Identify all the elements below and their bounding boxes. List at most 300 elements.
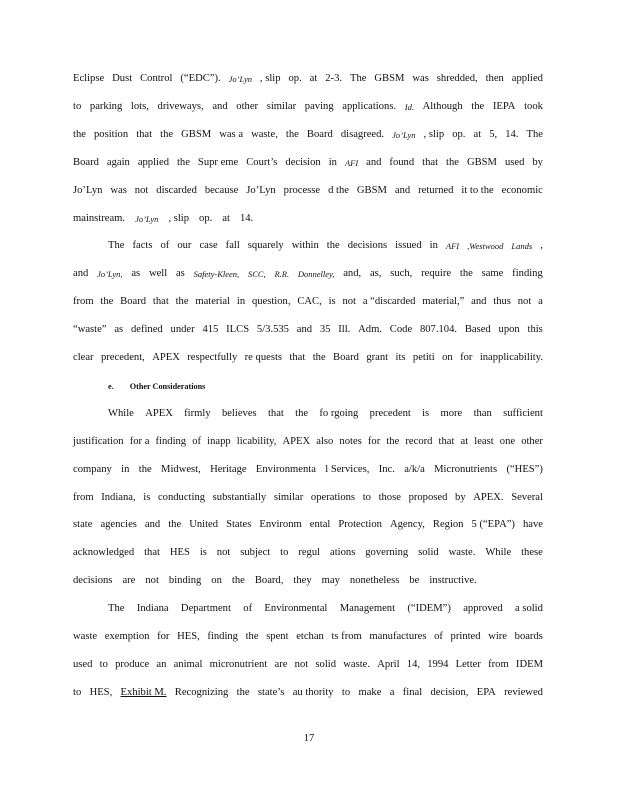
word: and,	[343, 268, 362, 279]
word: a/k/a	[404, 464, 425, 475]
word: under	[170, 324, 195, 335]
word: ations	[330, 547, 356, 558]
word: Indiana	[136, 603, 169, 614]
word: Supr eme	[197, 157, 239, 168]
word: for a	[129, 436, 150, 447]
word: the	[459, 268, 473, 279]
word: , slip	[423, 129, 445, 140]
word: its	[395, 352, 406, 363]
word: similar	[266, 101, 297, 112]
word: Several	[511, 492, 543, 503]
word: April	[377, 659, 400, 670]
word: is	[422, 408, 430, 419]
word: defined	[130, 324, 163, 335]
word: one	[499, 436, 516, 447]
word: (“HES”)	[506, 464, 543, 475]
text-line	[73, 573, 543, 589]
text-line	[73, 462, 543, 478]
word: those	[378, 492, 401, 503]
word: applied	[137, 157, 169, 168]
word: The	[108, 240, 125, 251]
text-line	[73, 545, 543, 561]
text-line	[73, 155, 543, 171]
word: binding	[168, 575, 202, 586]
word: that	[289, 352, 306, 363]
word: AFI	[445, 241, 460, 251]
word: believes	[221, 408, 257, 419]
section-title: Other Considerations	[129, 382, 206, 391]
word: that	[267, 408, 284, 419]
word: as	[114, 324, 124, 335]
word: substantially	[212, 492, 267, 503]
word: HES	[169, 547, 190, 558]
word: used	[73, 659, 93, 670]
word: Id.	[404, 102, 414, 112]
section-letter: e.	[108, 382, 114, 391]
word: material,”	[422, 296, 465, 307]
word: Management	[339, 603, 396, 614]
word: state	[73, 519, 93, 530]
word: approved	[463, 603, 503, 614]
word: mainstream.	[73, 213, 126, 224]
word: was a	[219, 129, 244, 140]
word: in	[121, 464, 130, 475]
word: ,	[540, 240, 543, 251]
word: ts from	[331, 631, 362, 642]
word: at	[460, 436, 469, 447]
word: acknowledged	[73, 547, 135, 558]
word: waste.	[343, 659, 370, 670]
word: the	[176, 157, 190, 168]
word: these	[521, 547, 543, 558]
word: Micronutrients	[434, 464, 498, 475]
word: 5,	[489, 129, 498, 140]
word: Region	[432, 519, 464, 530]
word: Board	[306, 129, 333, 140]
word: at	[473, 129, 482, 140]
text-line	[73, 434, 543, 450]
word: the	[138, 464, 152, 475]
word: the	[168, 519, 182, 530]
word: States	[226, 519, 252, 530]
word: company	[73, 464, 112, 475]
text-line	[73, 71, 543, 87]
word: this	[527, 324, 543, 335]
word: and	[73, 268, 89, 279]
word: APEX	[145, 408, 173, 419]
word: , slip	[259, 73, 281, 84]
text-line	[73, 350, 543, 366]
word: sufficient	[503, 408, 543, 419]
word: a	[389, 687, 395, 698]
word: the	[100, 296, 114, 307]
word: and	[212, 101, 228, 112]
word: for	[460, 352, 473, 363]
word: the	[471, 101, 485, 112]
word: of	[243, 603, 253, 614]
word: SCC,	[247, 269, 266, 279]
word: clear	[73, 352, 94, 363]
word: of	[160, 240, 170, 251]
word: finding	[512, 268, 543, 279]
word: 807.104.	[419, 324, 458, 335]
word: GBSM	[374, 73, 405, 84]
word: is	[143, 492, 151, 503]
word: the	[245, 631, 259, 642]
word: and	[296, 324, 313, 335]
word: precedent,	[100, 352, 145, 363]
word: the	[446, 157, 459, 168]
word: the	[73, 129, 86, 140]
word: Board,	[254, 575, 284, 586]
word: 5/3.535	[256, 324, 289, 335]
word: Environmenta	[255, 464, 316, 475]
word: ILCS	[226, 324, 250, 335]
word: Department	[180, 603, 231, 614]
word: HES,	[177, 631, 200, 642]
word: applications.	[342, 101, 397, 112]
word: to	[280, 547, 289, 558]
word: exemption	[104, 631, 150, 642]
word: The	[526, 129, 543, 140]
word: Environm	[259, 519, 302, 530]
word: reviewed	[504, 687, 543, 698]
word: within	[291, 240, 319, 251]
word: Heritage	[210, 464, 247, 475]
word: proposed	[408, 492, 448, 503]
word: found	[389, 157, 415, 168]
word: 1994	[427, 659, 449, 670]
word: the	[236, 687, 250, 698]
word: are	[274, 659, 288, 670]
word: other	[236, 101, 259, 112]
word: than	[473, 408, 492, 419]
word: issued	[395, 240, 422, 251]
word: APEX.	[473, 492, 504, 503]
text-line	[73, 629, 543, 645]
word: CAC,	[297, 296, 322, 307]
word: op.	[452, 129, 466, 140]
word: on	[211, 575, 222, 586]
word: material	[195, 296, 231, 307]
word: justification	[73, 436, 124, 447]
word: economic	[501, 185, 543, 196]
word: an	[156, 659, 167, 670]
word: in	[328, 157, 337, 168]
word: , slip	[168, 213, 190, 224]
word: Board	[120, 296, 147, 307]
word: inapplicability.	[479, 352, 543, 363]
word: facts	[132, 240, 153, 251]
text-line	[73, 517, 543, 533]
word: at	[309, 73, 318, 84]
word: the	[160, 129, 174, 140]
text-line	[73, 322, 543, 338]
word: Exhibit M.	[120, 687, 167, 698]
word: for	[157, 631, 170, 642]
word: well	[148, 268, 168, 279]
word: took	[524, 101, 543, 112]
text-line	[73, 657, 543, 673]
word: was	[412, 73, 429, 84]
word: Safety-Kleen,	[193, 269, 240, 279]
text-line	[73, 294, 543, 310]
text-line	[108, 238, 543, 254]
word: printed	[450, 631, 481, 642]
word: and	[471, 296, 487, 307]
word: 2-3.	[325, 73, 343, 84]
word: AFI	[344, 158, 359, 168]
word: our	[177, 240, 192, 251]
word: R.R.	[274, 269, 290, 279]
word: state’s	[257, 687, 285, 698]
text-line	[73, 99, 543, 115]
word: because	[204, 185, 239, 196]
word: the	[231, 575, 245, 586]
word: such,	[390, 268, 413, 279]
word: fall	[225, 240, 240, 251]
word: “waste”	[73, 324, 107, 335]
word: in	[429, 240, 438, 251]
word: GBSM	[356, 185, 387, 196]
word: not	[134, 185, 149, 196]
word: finding	[155, 436, 187, 447]
word: Recognizing	[174, 687, 229, 698]
word: op.	[199, 213, 213, 224]
word: Code	[389, 324, 413, 335]
word: that	[144, 547, 160, 558]
word: 14.	[239, 213, 254, 224]
word: as	[131, 268, 141, 279]
word: Ill.	[338, 324, 351, 335]
word: of	[434, 631, 443, 642]
word: conducting	[157, 492, 206, 503]
word: op.	[288, 73, 302, 84]
word: APEX	[152, 352, 180, 363]
word: micronutrient	[209, 659, 268, 670]
word: solid	[315, 659, 337, 670]
word: petiti	[412, 352, 435, 363]
word: licability,	[236, 436, 277, 447]
word: re quests	[244, 352, 283, 363]
word: may	[321, 575, 340, 586]
word: l Services,	[325, 464, 370, 475]
word: GBSM	[466, 157, 497, 168]
word: to	[99, 659, 108, 670]
word: have	[522, 519, 543, 530]
word: United	[189, 519, 219, 530]
word: to	[341, 687, 351, 698]
word: shredded,	[436, 73, 478, 84]
word: ental	[309, 519, 331, 530]
word: parking	[89, 101, 123, 112]
word: not	[294, 659, 309, 670]
word: Board	[333, 352, 359, 363]
word: disagreed.	[340, 129, 385, 140]
word: Control	[140, 73, 173, 84]
word: Environmental	[264, 603, 328, 614]
word: that	[152, 296, 169, 307]
word: instructive.	[429, 575, 477, 586]
word: Indiana,	[101, 492, 136, 503]
word: 14.	[505, 129, 519, 140]
section-heading	[108, 379, 219, 395]
text-line	[108, 406, 543, 422]
word: Agency,	[389, 519, 425, 530]
word: from	[73, 296, 94, 307]
word: the	[295, 408, 309, 419]
word: they	[293, 575, 312, 586]
word: require	[421, 268, 452, 279]
word: thus	[493, 296, 511, 307]
word: to	[73, 687, 82, 698]
word: agencies	[100, 519, 137, 530]
word: paving	[304, 101, 334, 112]
word: used	[504, 157, 525, 168]
word: squarely	[247, 240, 284, 251]
word: decision	[285, 157, 321, 168]
word: firmly	[184, 408, 211, 419]
word: notes	[339, 436, 362, 447]
text-line	[73, 211, 543, 227]
word: Although	[422, 101, 463, 112]
word: produce	[115, 659, 150, 670]
word: finding	[207, 631, 238, 642]
word: Jo’Lyn	[246, 185, 276, 196]
word: by	[455, 492, 466, 503]
word: that	[438, 436, 455, 447]
word: the	[326, 240, 340, 251]
word: Court’s	[246, 157, 278, 168]
word: and	[394, 185, 411, 196]
word: are	[122, 575, 136, 586]
word: then	[485, 73, 504, 84]
word: least	[474, 436, 494, 447]
word: make	[358, 687, 382, 698]
word: that	[422, 157, 439, 168]
word: (“IDEM”)	[407, 603, 451, 614]
word: grant	[366, 352, 389, 363]
word: case	[199, 240, 218, 251]
word: discarded	[156, 185, 197, 196]
word: Protection	[338, 519, 382, 530]
word: subject	[240, 547, 271, 558]
word: was	[110, 185, 127, 196]
word: upon	[498, 324, 520, 335]
word: GBSM	[181, 129, 212, 140]
word: governing	[365, 547, 409, 558]
word: at	[222, 213, 230, 224]
word: 415	[202, 324, 219, 335]
word: for	[367, 436, 381, 447]
word: of	[192, 436, 202, 447]
word: a “discarded	[362, 296, 416, 307]
word: Adm.	[358, 324, 382, 335]
word: Eclipse	[73, 73, 105, 84]
word: au thority	[292, 687, 334, 698]
word: 35	[319, 324, 331, 335]
word: 5 (“EPA”)	[471, 519, 515, 530]
word: inapp	[207, 436, 231, 447]
word: IDEM	[515, 659, 543, 670]
text-line	[73, 266, 543, 282]
word: respectfully	[187, 352, 238, 363]
word: APEX	[282, 436, 311, 447]
word: operations	[310, 492, 356, 503]
word: the	[312, 352, 326, 363]
word: not	[342, 296, 356, 307]
word: the	[386, 436, 400, 447]
word: same	[481, 268, 504, 279]
word: decisions	[347, 240, 388, 251]
word: precedent	[369, 408, 411, 419]
word: on	[442, 352, 453, 363]
word: solid	[418, 547, 439, 558]
word: Board	[73, 157, 99, 168]
word: ,Westwood	[467, 241, 504, 251]
text-line	[73, 490, 543, 506]
word: in	[236, 296, 246, 307]
text-line	[73, 685, 543, 701]
word: manufactures	[369, 631, 427, 642]
word: is	[328, 296, 336, 307]
word: record	[405, 436, 433, 447]
word: Jo’Lyn,	[97, 269, 123, 279]
word: not	[145, 575, 159, 586]
word: Donnelley,	[297, 269, 335, 279]
word: not	[517, 296, 532, 307]
word: Jo’Lyn	[135, 214, 159, 224]
word: not	[216, 547, 231, 558]
word: Inc.	[378, 464, 395, 475]
word: the	[285, 129, 299, 140]
word: Midwest,	[161, 464, 201, 475]
word: The	[108, 603, 125, 614]
page-number: 17	[303, 733, 315, 744]
word: Jo’Lyn	[73, 185, 103, 196]
word: wire	[488, 631, 508, 642]
word: regul	[298, 547, 321, 558]
word: Lands	[511, 241, 533, 251]
word: to	[362, 492, 371, 503]
word: Dust	[112, 73, 133, 84]
word: boards	[514, 631, 543, 642]
word: and	[144, 519, 161, 530]
word: Letter	[455, 659, 481, 670]
text-line	[108, 601, 543, 617]
word: EPA	[476, 687, 496, 698]
word: waste.	[448, 547, 476, 558]
word: The	[349, 73, 367, 84]
word: again	[106, 157, 130, 168]
word: While	[108, 408, 134, 419]
word: that	[136, 129, 153, 140]
word: to	[73, 101, 82, 112]
word: (“EDC”).	[180, 73, 221, 84]
text-line	[73, 183, 543, 199]
word: waste,	[251, 129, 278, 140]
word: lots,	[130, 101, 149, 112]
word: be	[409, 575, 420, 586]
word: applied	[511, 73, 543, 84]
word: Jo’Lyn	[392, 130, 416, 140]
word: also	[316, 436, 334, 447]
word: waste	[73, 631, 98, 642]
word: position	[94, 129, 129, 140]
word: IEPA	[492, 101, 516, 112]
word: a solid	[514, 603, 543, 614]
word: nonetheless	[349, 575, 400, 586]
